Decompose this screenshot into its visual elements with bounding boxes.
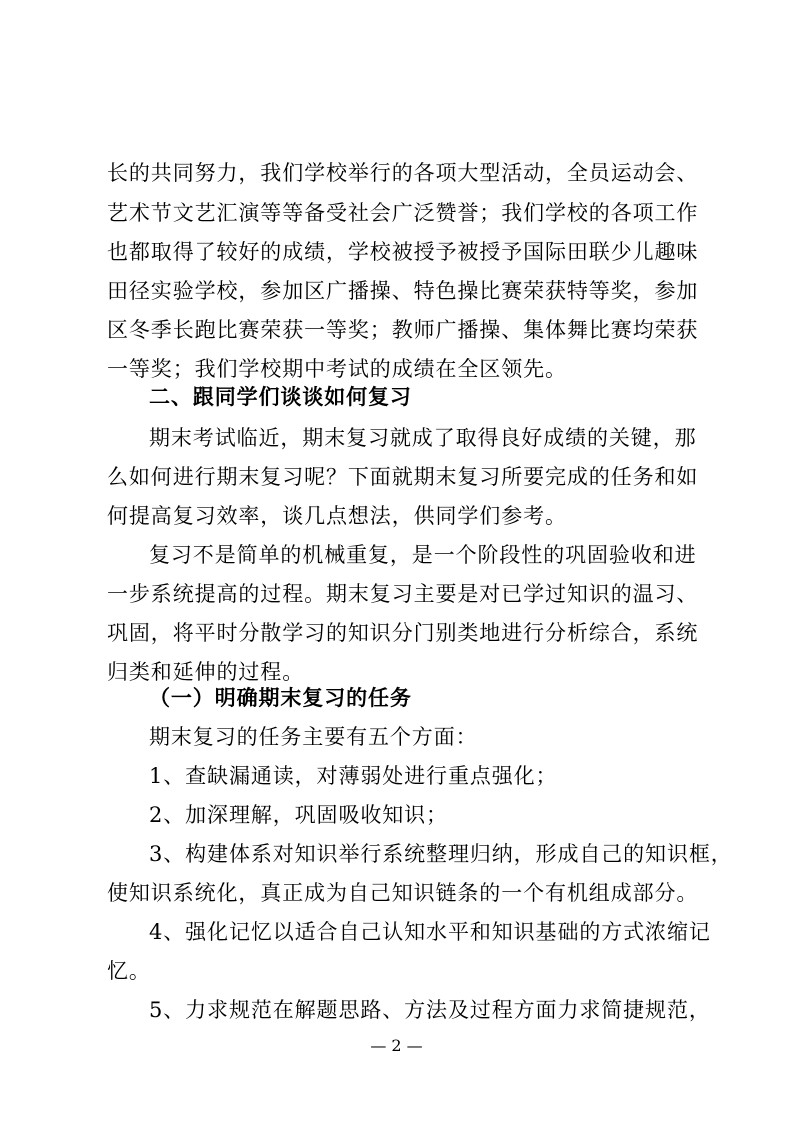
text-line: 一步系统提高的过程。期末复习主要是对已学过知识的温习、 (107, 582, 699, 606)
text-line: 么如何进行期末复习呢？下面就期末复习所要完成的任务和如 (107, 465, 699, 489)
text-line: 何提高复习效率，谈几点想法，供同学们参考。 (107, 504, 567, 528)
paragraph-first-line: 期末考试临近，期末复习就成了取得良好成绩的关键，那 (149, 426, 697, 450)
text-line: 艺术节文艺汇演等等备受社会广泛赞誉；我们学校的各项工作 (107, 201, 699, 225)
list-item: 3、构建体系对知识举行系统整理归纳，形成自己的知识框， (149, 842, 733, 866)
text-line: 巩固，将平时分散学习的知识分门别类地进行分析综合，系统 (107, 621, 699, 645)
text-line: 一等奖；我们学校期中考试的成绩在全区领先。 (107, 357, 567, 381)
list-item: 2、加深理解，巩固吸收知识； (149, 803, 448, 827)
paragraph-first-line: 复习不是简单的机械重复，是一个阶段性的巩固验收和进 (149, 543, 697, 567)
subsection-heading: （一）明确期末复习的任务 (149, 686, 412, 710)
text-line: 区冬季长跑比赛荣获一等奖；教师广播操、集体舞比赛均荣获 (107, 318, 699, 342)
text-line: 田径实验学校，参加区广播操、特色操比赛荣获特等奖，参加 (107, 279, 699, 303)
list-item: 4、强化记忆以适合自己认知水平和知识基础的方式浓缩记 (149, 920, 711, 944)
text-line: 忆。 (107, 959, 151, 983)
list-item: 5、力求规范在解题思路、方法及过程方面力求简捷规范， (149, 998, 711, 1022)
section-heading: 二、跟同学们谈谈如何复习 (149, 385, 412, 409)
text-line: 使知识系统化，真正成为自己知识链条的一个有机组成部分。 (107, 881, 699, 905)
text-line: 也都取得了较好的成绩，学校被授予被授予国际田联少儿趣味 (107, 240, 699, 264)
page-number: — 2 — (370, 1036, 423, 1055)
list-item: 1、查缺漏通读，对薄弱处进行重点强化； (149, 764, 558, 788)
text-line: 归类和延伸的过程。 (107, 660, 305, 684)
paragraph-first-line: 期末复习的任务主要有五个方面： (149, 725, 478, 749)
text-line: 长的共同努力，我们学校举行的各项大型活动，全员运动会、 (107, 161, 699, 185)
